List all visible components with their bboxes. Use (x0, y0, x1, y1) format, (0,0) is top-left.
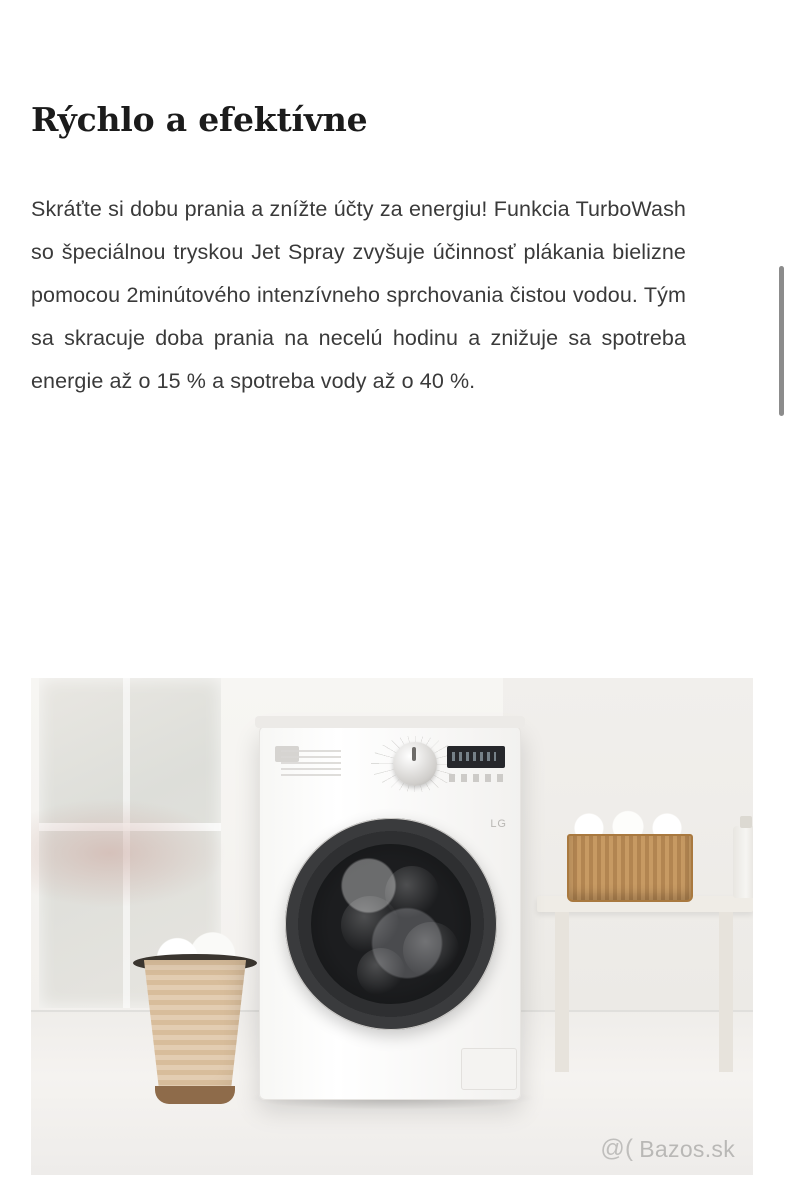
product-photo (31, 678, 753, 1175)
watermark-logo-icon: @( (600, 1135, 634, 1162)
washer-top-surface (255, 716, 525, 728)
article-paragraph: Skráťte si dobu prania a znížte účty za energiu! Funkcia TurboWash so špeciálnou tryskou Jet Spray zvyšuje účinnosť plákania bielizne pomocou 2minútového intenzívneho sprchovania čistou vodou. Tým sa skracuje doba prania na necelú hodinu a znižuje sa spotreba energie až o 15 % a spotreba vody až o 40 %. (31, 196, 686, 393)
washer-door (285, 818, 497, 1030)
drum-highlight (385, 866, 439, 920)
article-content (31, 0, 686, 403)
drum-highlight (403, 922, 459, 978)
washing-machine (259, 726, 521, 1100)
wicker-basket (567, 834, 693, 902)
lg-logo: LG (490, 818, 507, 830)
control-panel (259, 734, 521, 798)
basket-body (137, 960, 253, 1100)
watermark-label: Bazos.sk (639, 1135, 735, 1162)
door-glass (311, 844, 471, 1004)
drum-highlight (357, 948, 405, 996)
basket-foot (155, 1086, 235, 1104)
program-dial (393, 742, 437, 786)
display-screen (447, 746, 505, 768)
page-title: Rýchlo a efektívne (31, 100, 368, 139)
bench-leg-right (719, 912, 733, 1072)
bench-leg-left (555, 912, 569, 1072)
program-labels (281, 750, 341, 776)
vertical-scrollbar[interactable] (779, 266, 784, 416)
filter-access-panel (461, 1048, 517, 1090)
bench (537, 896, 753, 1076)
laundry-basket (129, 936, 261, 1102)
watermark (600, 1135, 735, 1163)
control-buttons (449, 774, 505, 782)
detergent-bottle (733, 826, 753, 898)
window-glow (31, 798, 227, 908)
